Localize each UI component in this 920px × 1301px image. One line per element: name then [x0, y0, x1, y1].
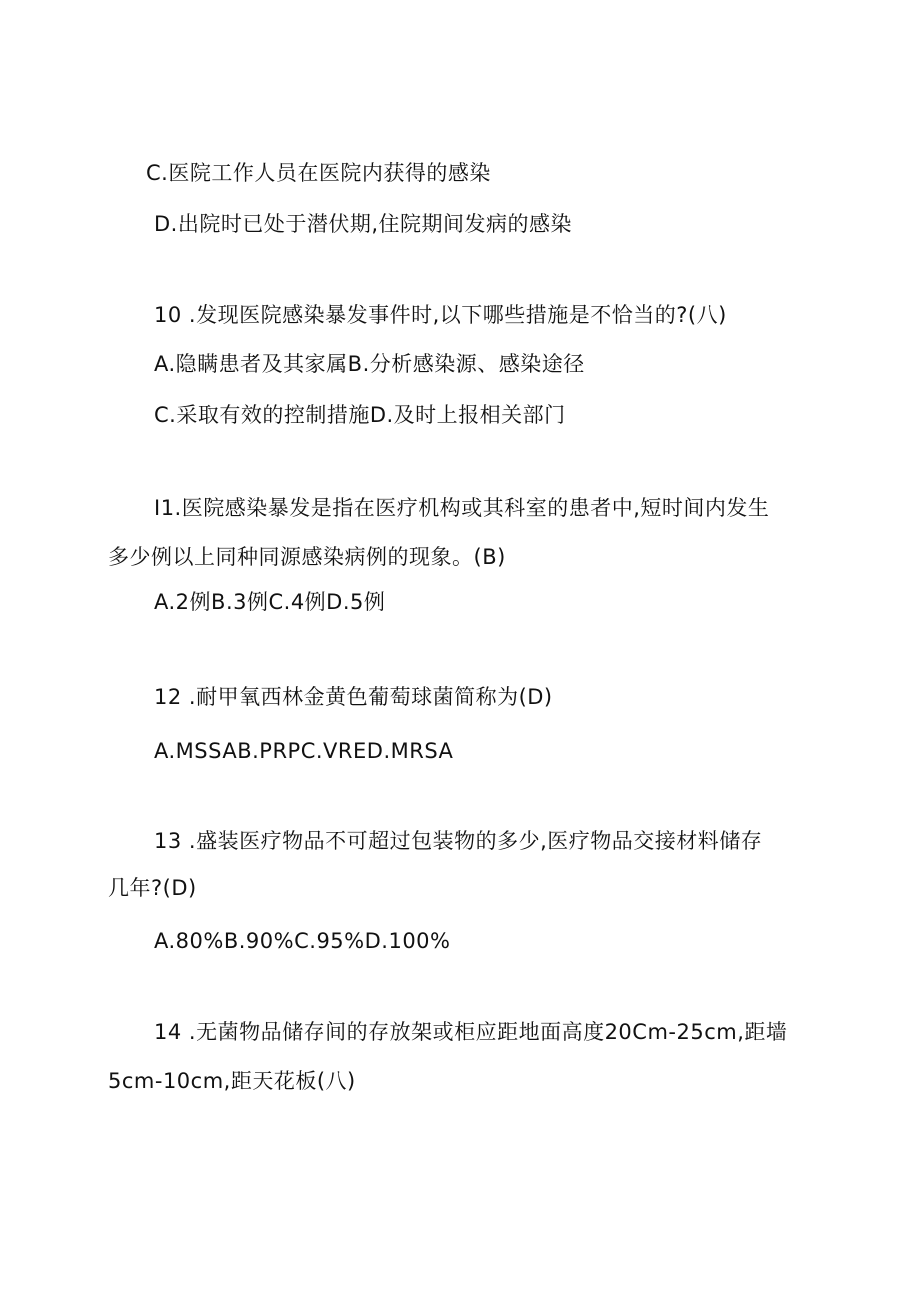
- option-d-text: D.出院时已处于潜伏期,住院期间发病的感染: [154, 212, 573, 236]
- question-14-line-2: 5cm-10cm,距天花板(八): [108, 1069, 356, 1093]
- question-13-options: A.80%B.90%C.95%D.100%: [154, 929, 451, 953]
- question-14-line-1: 14 .无菌物品储存间的存放架或柜应距地面高度20Cm-25cm,距墙: [154, 1020, 788, 1044]
- question-11-options: A.2例B.3例C.4例D.5例: [154, 590, 386, 614]
- question-12-options: A.MSSAB.PRPC.VRED.MRSA: [154, 739, 454, 763]
- question-11-line-1: I1.医院感染暴发是指在医疗机构或其科室的患者中,短时间内发生: [154, 496, 770, 520]
- question-11-line-2: 多少例以上同种同源感染病例的现象。(B): [108, 545, 506, 569]
- question-10: 10 .发现医院感染暴发事件时,以下哪些措施是不恰当的?(八): [154, 303, 727, 327]
- question-13-line-2: 几年?(D): [108, 876, 197, 900]
- question-10-options-ab: A.隐瞒患者及其家属B.分析感染源、感染途径: [154, 352, 585, 376]
- question-10-options-cd: C.采取有效的控制措施D.及时上报相关部门: [154, 403, 566, 427]
- question-12: 12 .耐甲氧西林金黄色葡萄球菌简称为(D): [154, 685, 553, 709]
- option-c-text: C.医院工作人员在医院内获得的感染: [146, 161, 491, 185]
- question-13-line-1: 13 .盛装医疗物品不可超过包装物的多少,医疗物品交接材料储存: [154, 829, 763, 853]
